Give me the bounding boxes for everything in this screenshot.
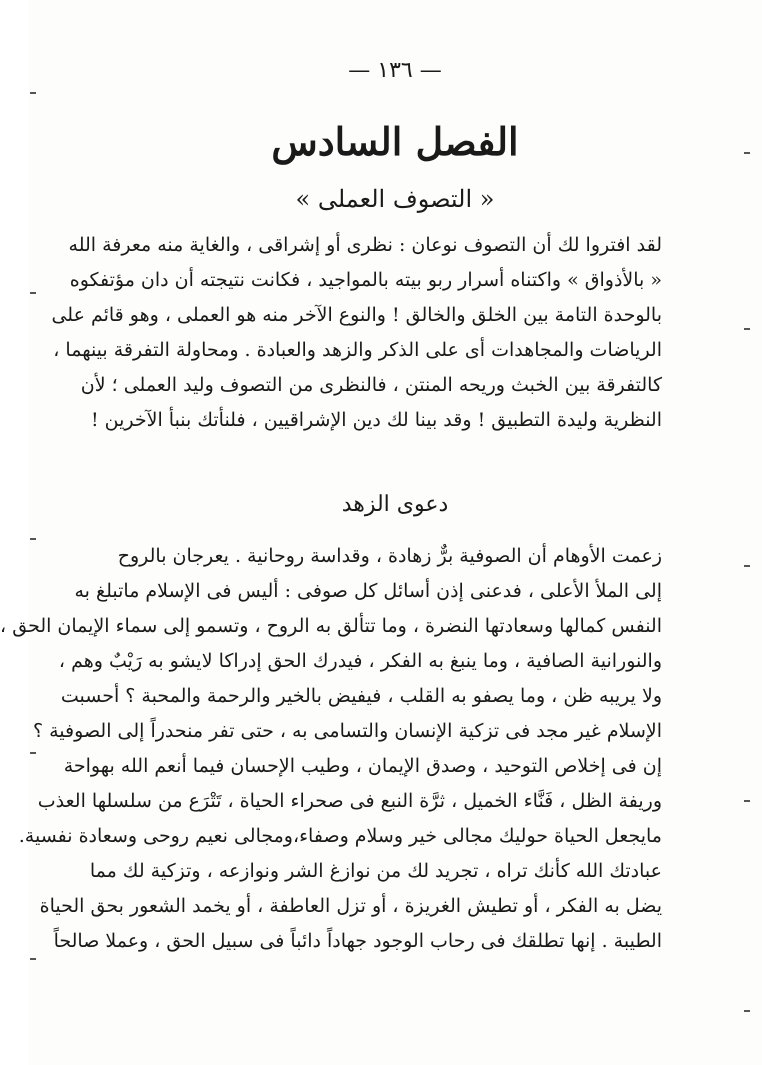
- text-line: زعمت الأوهام أن الصوفية برٌّ زهادة ، وقداسة روحانية . يعرجان بالروح: [117, 545, 662, 567]
- scan-mark: [30, 538, 36, 540]
- subsection-title: دعوى الزهد: [341, 492, 449, 517]
- text-line: النفس كمالها وسعادتها النضرة ، وما تتألق به الروح ، وتسمو إلى سماء الإيمان الحق ،: [0, 615, 662, 637]
- paragraph-2: [0, 539, 662, 959]
- text-line: كالتفرقة بين الخبث وريحه المنتن ، فالنظرى من التصوف وليد العملى ؛ لأن: [80, 374, 662, 396]
- text-line: لقد افتروا لك أن التصوف نوعان : نظرى أو إشراقى ، والغاية منه معرفة الله: [68, 234, 662, 256]
- chapter-title: الفصل السادس: [271, 119, 519, 164]
- text-line: « بالأذواق » واكتناه أسرار ربو بيته بالمواجيد ، فكانت نتيجته أن دان مؤتفكوه: [69, 269, 662, 291]
- scan-mark: [744, 152, 750, 154]
- text-line: بالوحدة التامة بين الخلق والخالق ! والنوع الآخر منه هو العملى ، وهو قائم على: [51, 304, 662, 326]
- text-line: النظرية وليدة التطبيق ! وقد بينا لك دين الإشراقيين ، فلنأتك بنبأ الآخرين !: [90, 409, 662, 431]
- page-number: — ١٣٦ —: [348, 58, 442, 83]
- text-line: الرياضات والمجاهدات أى على الذكر والزهد والعبادة . ومحاولة التفرقة بينهما ،: [53, 339, 662, 361]
- scan-mark: [744, 565, 750, 567]
- text-line: إلى الملأ الأعلى ، فدعنى إذن أسائل كل صوفى : أليس فى الإسلام ماتبلغ به: [74, 580, 662, 602]
- text-line: يضل به الفكر ، أو تطيش الغريزة ، أو تزل العاطفة ، أو يخمد الشعور بحق الحياة: [39, 895, 662, 917]
- scan-mark: [30, 92, 36, 94]
- scan-mark: [744, 800, 750, 802]
- paragraph-1: [51, 228, 662, 438]
- scan-mark: [30, 958, 36, 960]
- text-line: مايجعل الحياة حوليك مجالى خير وسلام وصفاء،ومجالى نعيم روحى وسعادة نفسية.: [18, 825, 662, 847]
- text-line: الإسلام غير مجد فى تزكية الإنسان والتسامى به ، حتى تفر منحدراً إلى الصوفية ؟: [33, 720, 662, 742]
- text-line: والنورانية الصافية ، وما ينبغ به الفكر ، فيدرك الحق إدراكا لايشو به رَيْبٌ وهم ،: [58, 650, 662, 672]
- scan-mark: [744, 328, 750, 330]
- text-line: ولا يريبه ظن ، وما يصفو به القلب ، فيفيض بالخير والرحمة والمحبة ؟ أحسبت: [60, 685, 662, 707]
- scan-mark: [30, 292, 36, 294]
- text-line: وريفة الظل ، فَنَّاء الخميل ، ثرَّة النبع فى صحراء الحياة ، تَتْرَع من سلسلها العذب: [37, 790, 662, 812]
- text-line: الطيبة . إنها تطلقك فى رحاب الوجود جهاداً دائباً فى سبيل الحق ، وعملا صالحاً: [53, 930, 662, 952]
- section-title: « التصوف العملى »: [295, 185, 495, 213]
- scan-mark: [744, 1010, 750, 1012]
- scan-mark: [30, 752, 36, 754]
- text-line: إن فى إخلاص التوحيد ، وصدق الإيمان ، وطيب الإحسان فيما أنعم الله بهواحة: [63, 755, 662, 777]
- text-line: عبادتك الله كأنك تراه ، تجريد لك من نوازغ الشر ونوازعه ، وتزكية لك مما: [89, 860, 662, 882]
